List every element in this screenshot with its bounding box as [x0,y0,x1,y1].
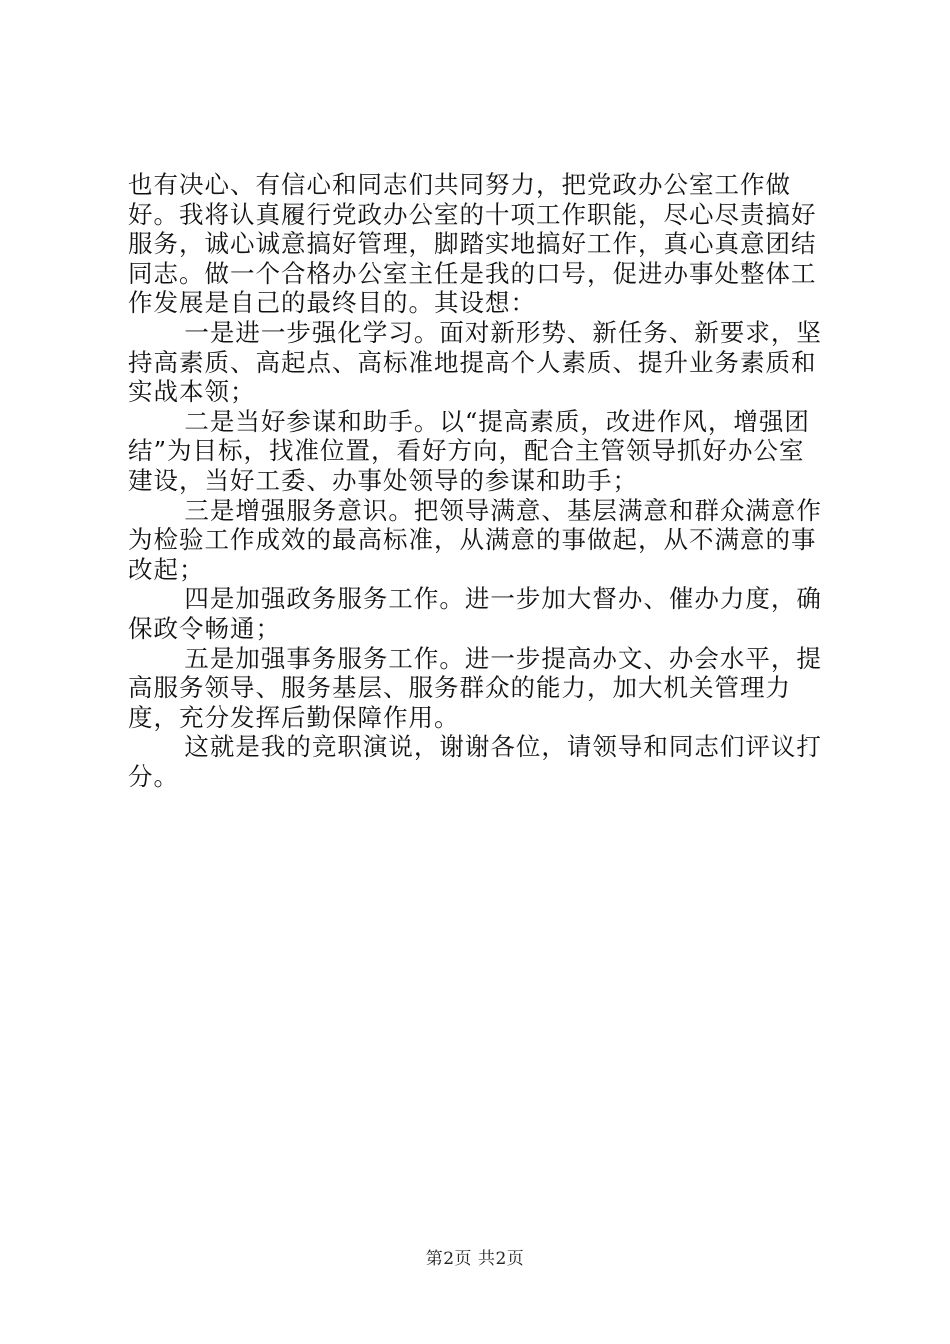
paragraph-item-4: 四是加强政务服务工作。进一步加大督办、催办力度，确保政令畅通； [128,584,822,643]
page-number-label: 第2页 共2页 [425,1249,525,1269]
paragraph-item-3: 三是增强服务意识。把领导满意、基层满意和群众满意作为检验工作成效的最高标准，从满意的事做起，从不满意的事改起； [128,495,822,584]
document-body [128,170,828,791]
paragraph-item-5: 五是加强事务服务工作。进一步提高办文、办会水平，提高服务领导、服务基层、服务群众的能力，加大机关管理力度，充分发挥后勤保障作用。 [128,643,822,732]
paragraph-item-1: 一是进一步强化学习。面对新形势、新任务、新要求，坚持高素质、高起点、高标准地提高个人素质、提升业务素质和实战本领； [128,317,822,407]
paragraph-closing: 这就是我的竞职演说，谢谢各位，请领导和同志们评议打分。 [128,732,822,791]
page-footer [0,1244,950,1269]
paragraph-intro: 也有决心、有信心和同志们共同努力，把党政办公室工作做好。我将认真履行党政办公室的十项工作职能，尽心尽责搞好服务，诚心诚意搞好管理，脚踏实地搞好工作，真心真意团结同志。做一个合格办公室主任是我的口号，促进办事处整体工作发展是自己的最终目的。其设想： [128,170,817,318]
paragraph-item-2: 二是当好参谋和助手。以“提高素质，改进作风，增强团结”为目标，找准位置，看好方向，配合主管领导抓好办公室建设，当好工委、办事处领导的参谋和助手； [128,406,810,495]
